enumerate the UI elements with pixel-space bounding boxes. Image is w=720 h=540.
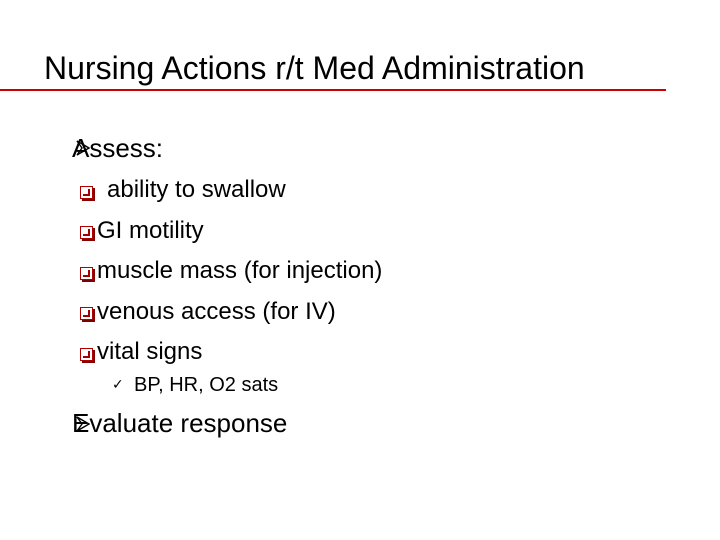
sub-sub-item-vitals — [112, 370, 278, 400]
slide-title: Nursing Actions r/t Med Administration — [44, 50, 585, 86]
sub-sub-item-label: BP, HR, O2 sats — [134, 374, 279, 396]
assess-sub-list — [80, 170, 382, 373]
q-box-bullet-icon — [80, 186, 93, 199]
q-box-bullet-icon — [80, 348, 93, 361]
list-item — [80, 211, 382, 252]
bullet-evaluate: Evaluate response — [72, 408, 288, 438]
list-item — [80, 332, 382, 373]
check-mark-icon: ✓ — [112, 377, 124, 393]
list-item-label: ability to swallow — [107, 176, 286, 203]
list-item-label: venous access (for IV) — [97, 297, 336, 325]
list-item-label: muscle mass (for injection) — [97, 257, 383, 284]
bullet-assess: Assess: — [72, 133, 164, 163]
q-box-bullet-icon — [80, 267, 93, 280]
list-item-label: vital signs — [97, 338, 203, 365]
list-item — [80, 251, 382, 292]
list-item-label: GI motility — [97, 216, 204, 244]
title-divider — [0, 89, 666, 91]
q-box-bullet-icon — [80, 307, 93, 320]
q-box-bullet-icon — [80, 226, 93, 239]
list-item — [80, 170, 382, 211]
list-item — [80, 292, 382, 333]
